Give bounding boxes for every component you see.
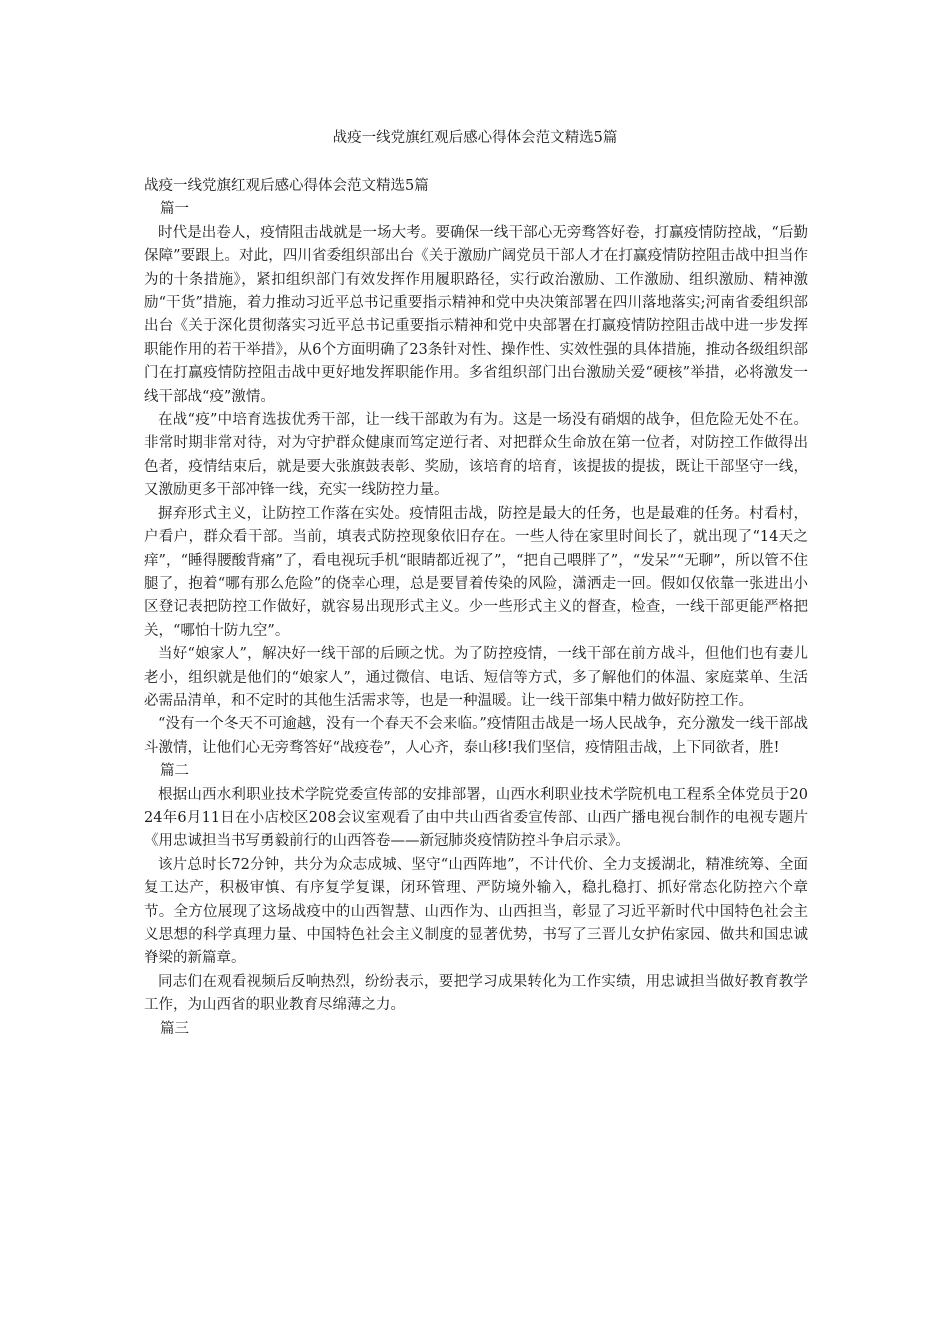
paragraph: 根据山西水利职业技术学院党委宣传部的安排部署，山西水利职业技术学院机电工程系全体党员于2024年6月11日在小店校区208会议室观看了由中共山西省委宣传部、山西广播电视台制作的电视专题片《用忠诚担当书写勇毅前行的山西答卷——新冠肺炎疫情防控斗争启示录》。 xyxy=(144,786,808,850)
document-body xyxy=(144,175,808,1041)
paragraph: 时代是出卷人，疫情阻击战就是一场大考。要确保一线干部心无旁骛答好卷，打赢疫情防控战，“后勤保障”要跟上。对此，四川省委组织部出台《关于激励广阔党员干部人才在打赢疫情防控阻击战中担当作为的十条措施》，紧扣组织部门有效发挥作用履职路径，实行政治激励、工作激励、组织激励、精神激励“干货”措施，着力推动习近平总书记重要指示精神和党中央决策部署在四川落地落实;河南省委组织部出台《关于深化贯彻落实习近平总书记重要指示精神和党中央部署在打赢疫情防控阻击战中进一步发挥职能作用的若干举措》，从6个方面明确了23条针对性、操作性、实效性强的具体措施，推动各级组织部门在打赢疫情防控阻击战中更好地发挥职能作用。多省组织部门出台激励关爱“硬核”举措，必将激发一线干部战“疫”激情。 xyxy=(144,224,808,405)
section-heading-1: 篇一 xyxy=(160,201,189,218)
section-heading-2: 篇二 xyxy=(160,763,189,780)
document-subtitle: 战疫一线党旗红观后感心得体会范文精选5篇 xyxy=(144,178,429,194)
paragraph: 当好“娘家人”，解决好一线干部的后顾之忧。为了防控疫情，一线干部在前方战斗，但他们也有妻儿老小，组织就是他们的“娘家人”，通过微信、电话、短信等方式，多了解他们的体温、家庭菜单、生活必需品清单，和不定时的其他生活需求等，也是一种温暖。让一线干部集中精力做好防控工作。 xyxy=(144,646,808,709)
document-title: 战疫一线党旗红观后感心得体会范文精选5篇 xyxy=(332,130,618,146)
paragraph: “没有一个冬天不可逾越，没有一个春天不会来临。”疫情阻击战是一场人民战争，充分激发一线干部战斗激情，让他们心无旁骛答好“战疫卷”，人心齐，泰山移!我们坚信，疫情阻击战，上下同欲者，胜! xyxy=(144,716,808,756)
paragraph: 摒弃形式主义，让防控工作落在实处。疫情阻击战，防控是最大的任务，也是最难的任务。村看村，户看户，群众看干部。当前，填表式防控现象依旧存在。一些人待在家里时间长了，就出现了“14天之痒”，“睡得腰酸背痛”了，看电视玩手机“眼睛都近视了”，“把自己喂胖了”，“发呆”“无聊”，所以管不住腿了，抱着“哪有那么危险”的侥幸心理，总是要冒着传染的风险，潇洒走一回。假如仅依靠一张进出小区登记表把防控工作做好，就容易出现形式主义。少一些形式主义的督查，检查，一线干部更能严格把关，“哪怕十防九空”。 xyxy=(144,505,808,639)
paragraph: 同志们在观看视频后反响热烈，纷纷表示，要把学习成果转化为工作实绩，用忠诚担当做好教育教学工作，为山西省的职业教育尽绵薄之力。 xyxy=(144,973,808,1014)
paragraph: 在战“疫”中培育选拔优秀干部，让一线干部敢为有为。这是一场没有硝烟的战争，但危险无处不在。非常时期非常对待，对为守护群众健康而笃定逆行者、对把群众生命放在第一位者，对防控工作做得出色者，疫情结束后，就是要大张旗鼓表彰、奖励，该培育的培育，该提拔的提拔，既让干部坚守一线，又激励更多干部冲锋一线，充实一线防控力量。 xyxy=(144,412,808,499)
paragraph: 该片总时长72分钟，共分为众志成城、坚守“山西阵地”，不计代价、全力支援湖北，精准统筹、全面复工达产，积极审慎、有序复学复课，闭环管理、严防境外输入，稳扎稳打、抓好常态化防控六个章节。全方位展现了这场战疫中的山西智慧、山西作为、山西担当，彰显了习近平新时代中国特色社会主义思想的科学真理力量、中国特色社会主义制度的显著优势，书写了三晋儿女护佑家园、做共和国忠诚脊梁的新篇章。 xyxy=(144,856,808,967)
section-heading-3: 篇三 xyxy=(160,1020,189,1037)
